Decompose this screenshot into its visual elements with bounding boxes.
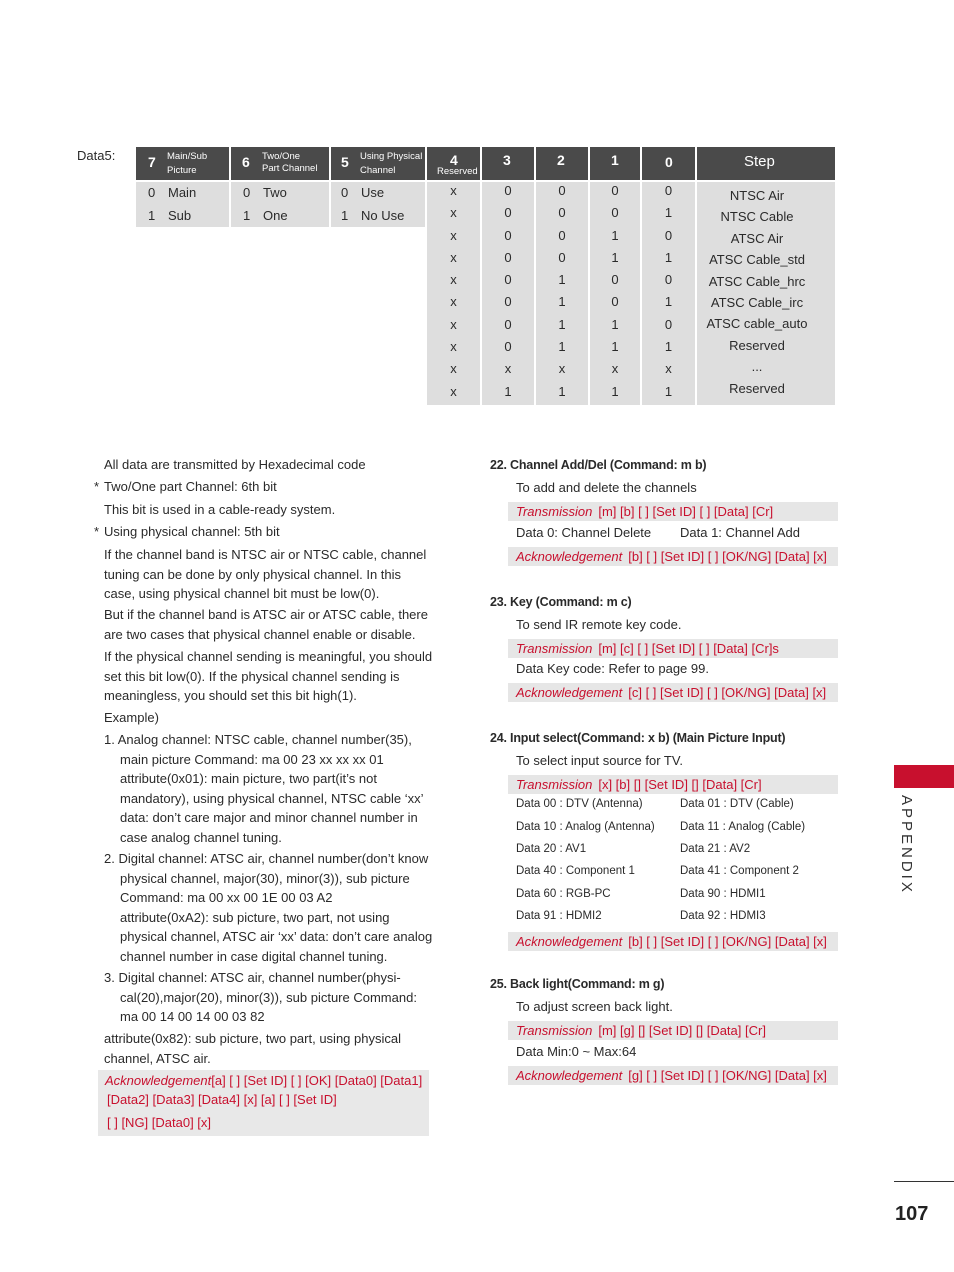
bit1-cell: 0 <box>611 183 619 198</box>
bit2-cell: 1 <box>558 272 566 288</box>
atsc-paragraph <box>104 605 428 644</box>
bit3-cell: x <box>504 361 512 377</box>
text-line: 1. Analog channel: NTSC cable, channel number(35), <box>104 732 412 747</box>
bit1-cell: 0 <box>611 205 619 221</box>
step-cell: ... <box>751 359 763 375</box>
step-cell: ATSC Cable_irc <box>710 294 804 310</box>
ack-keyword: Acknowledgement <box>105 1073 212 1088</box>
bit4-cell: x <box>450 227 457 243</box>
bit5-txt-1: No Use <box>361 208 405 223</box>
header-bit2-num: 2 <box>557 152 565 168</box>
bit4-cell: x <box>450 294 457 310</box>
bit5-val-0: 0 <box>341 185 349 200</box>
ack-keyword: Acknowledgement <box>516 1068 623 1083</box>
text-line: If the channel band is NTSC air or NTSC cable, channel <box>104 547 427 562</box>
bit4-cell: x <box>450 339 457 355</box>
header-bit4-num: 4 <box>450 152 458 168</box>
appendix-label-text: APPENDIX <box>898 795 915 895</box>
cable-ready-note: This bit is used in a cable-ready system. <box>104 502 336 517</box>
bit1-cell: 0 <box>611 294 619 310</box>
bit0-cell: 1 <box>664 383 673 399</box>
bit6-val-1: 1 <box>243 208 251 223</box>
header-bit5-sub1: Using Physical <box>360 151 423 162</box>
header-bit7-sub2: Picture <box>167 165 197 176</box>
text-line: 3. Digital channel: ATSC air, channel number(physi- <box>104 970 401 985</box>
bit1-cell: 1 <box>611 316 619 332</box>
text-line: physical channel, major(30), minor(3)), sub picture <box>120 870 410 886</box>
text-line: tuning can be done by only physical channel. In this <box>104 566 402 582</box>
input-data-60: Data 60 : RGB-PC <box>516 888 611 900</box>
bit0-cell: 1 <box>664 339 673 355</box>
header-bit4 <box>427 147 480 180</box>
transmission-fields: [x] [b] [] [Set ID] [] [Data] [Cr] <box>598 777 762 792</box>
text-line: channel number in case digital channel tuning. <box>120 948 388 964</box>
bit0-cell: 0 <box>664 183 673 198</box>
bit3-cell: 0 <box>504 183 512 198</box>
text-line: meaningless, you should set this bit high(1). <box>104 688 357 703</box>
text-line: are two cases that physical channel enable or disable. <box>104 626 416 642</box>
section-24-desc: To select input source for TV. <box>516 753 683 768</box>
bit2-cell: x <box>558 361 566 377</box>
header-bit3 <box>482 147 534 180</box>
header-bit7-num: 7 <box>148 154 156 170</box>
bit2-cell: 0 <box>558 205 566 221</box>
bit0-cell: x <box>665 361 672 377</box>
header-bit6-sub2: Part Channel <box>262 163 318 174</box>
input-data-41: Data 41 : Component 2 <box>680 865 799 877</box>
header-bit4-sub1: Reserved <box>437 166 478 177</box>
text-line: cal(20),major(20), minor(3)), sub picture Command: <box>120 989 417 1005</box>
input-data-01: Data 01 : DTV (Cable) <box>680 798 794 810</box>
text-line: If the physical channel sending is meaningful, you should <box>104 649 433 664</box>
text-line: attribute(0x82): sub picture, two part, using physical <box>104 1031 401 1046</box>
attribute-0x82 <box>104 1029 401 1068</box>
bit3-cell: 0 <box>504 339 512 355</box>
transmission-keyword: Transmission <box>516 504 593 519</box>
bit4-cell: x <box>450 249 457 265</box>
bit6-txt-1: One <box>263 208 288 223</box>
example-1 <box>104 730 423 848</box>
hex-note: All data are transmitted by Hexadecimal code <box>104 457 366 472</box>
text-line: set this bit low(0). If the physical channel sending is <box>104 668 400 684</box>
bit4-cell: x <box>450 383 457 399</box>
ack-keyword: Acknowledgement <box>516 934 623 949</box>
transmission-keyword: Transmission <box>516 1023 593 1038</box>
ack-line-3: [ ] [NG] [Data0] [x] <box>107 1115 212 1130</box>
bit3-cell: 1 <box>504 383 512 399</box>
step-cell: ATSC cable_auto <box>706 316 808 332</box>
section-23-ack <box>508 683 838 702</box>
page-number-rule <box>894 1181 954 1182</box>
section-24-heading: 24. Input select(Command: x b) (Main Picture Input) <box>490 731 786 745</box>
bit1-cell: 1 <box>611 249 619 265</box>
ack-fields: [c] [ ] [Set ID] [ ] [OK/NG] [Data] [x] <box>628 685 827 700</box>
input-data-90: Data 90 : HDMI1 <box>680 888 766 900</box>
bit5-txt-0: Use <box>361 185 385 200</box>
text-line: physical channel, ATSC air ‘xx’ data: don’t care analog <box>120 929 433 945</box>
input-data-92: Data 92 : HDMI3 <box>680 910 766 922</box>
transmission-fields: [m] [g] [] [Set ID] [] [Data] [Cr] <box>598 1023 766 1038</box>
section-24-ack <box>508 932 838 951</box>
section-23-heading: 23. Key (Command: m c) <box>490 595 632 609</box>
section-23-desc: To send IR remote key code. <box>516 617 682 632</box>
bit0-cell: 0 <box>664 316 673 332</box>
header-bit5-sub2: Channel <box>360 165 396 176</box>
bit4-column <box>427 180 480 403</box>
bit6-txt-0: Two <box>263 185 287 200</box>
input-data-00: Data 00 : DTV (Antenna) <box>516 798 643 810</box>
section-23-data: Data Key code: Refer to page 99. <box>516 661 709 676</box>
text-line: attribute(0xA2): sub picture, two part, not using <box>120 909 390 925</box>
header-step-label: Step <box>744 153 775 170</box>
text-line: data: don’t care major and minor channel number in <box>120 810 418 826</box>
data5-label: Data5: <box>77 148 116 163</box>
header-bit6-sub1: Two/One <box>262 151 301 162</box>
bit2-cell: 1 <box>558 339 566 355</box>
bullet-star: * <box>94 524 100 539</box>
header-bit0 <box>642 147 695 180</box>
text-line: mandatory), using physical channel, NTSC cable ‘xx’ <box>120 790 424 806</box>
ack-fields: [a] [ ] [Set ID] [ ] [OK] [Data0] [Data1] <box>211 1073 423 1088</box>
bit0-cell: 0 <box>664 227 673 243</box>
bullet-star: * <box>94 479 100 494</box>
bullet-physical: Using physical channel: 5th bit <box>104 524 280 539</box>
bit2-column <box>536 180 588 403</box>
header-bit3-num: 3 <box>503 152 511 168</box>
bit0-column <box>642 180 695 403</box>
bit3-cell: 0 <box>504 272 512 288</box>
bit0-cell: 1 <box>664 249 673 265</box>
input-data-11: Data 11 : Analog (Cable) <box>680 821 806 833</box>
ack-fields: [g] [ ] [Set ID] [ ] [OK/NG] [Data] [x] <box>628 1068 827 1083</box>
input-data-40: Data 40 : Component 1 <box>516 865 635 877</box>
meaningful-paragraph <box>104 647 432 706</box>
transmission-keyword: Transmission <box>516 777 593 792</box>
section-25-transmission <box>508 1021 838 1040</box>
section-25-data: Data Min:0 ~ Max:64 <box>516 1044 637 1059</box>
bit5-val-1: 1 <box>341 208 349 223</box>
bit1-cell: x <box>611 361 619 377</box>
bit2-cell: 0 <box>558 227 566 243</box>
header-bit7-sub1: Main/Sub <box>167 151 208 162</box>
step-cell: ATSC Air <box>730 230 784 246</box>
ack-line-1 <box>105 1070 422 1091</box>
bit4-cell: x <box>450 316 457 332</box>
header-bit2 <box>536 147 588 180</box>
text-line: ma 00 14 00 14 00 03 82 <box>120 1009 265 1025</box>
bit3-cell: 0 <box>504 316 512 332</box>
section-25-ack <box>508 1066 838 1085</box>
step-cell: Reserved <box>729 380 785 396</box>
bit1-cell: 1 <box>611 383 619 399</box>
header-step <box>697 147 835 180</box>
ack-fields: [b] [ ] [Set ID] [ ] [OK/NG] [Data] [x] <box>628 549 827 564</box>
text-line: main picture Command: ma 00 23 xx xx xx 01 <box>120 751 384 767</box>
text-line: 2. Digital channel: ATSC air, channel number(don’t know <box>104 851 429 866</box>
transmission-fields: [m] [c] [ ] [Set ID] [ ] [Data] [Cr]s <box>598 641 779 656</box>
bit7-txt-1: Sub <box>168 208 192 223</box>
ntsc-paragraph <box>104 545 426 604</box>
input-data-21: Data 21 : AV2 <box>680 843 751 855</box>
header-bit1 <box>590 147 640 180</box>
example-2 <box>104 849 432 967</box>
bit2-cell: 1 <box>558 383 566 399</box>
header-bit5 <box>331 147 425 180</box>
text-line: case, using physical channel bit must be low(0). <box>104 586 380 601</box>
bit4-cell: x <box>450 272 457 288</box>
transmission-keyword: Transmission <box>516 641 593 656</box>
input-data-91: Data 91 : HDMI2 <box>516 910 602 922</box>
section-25-heading: 25. Back light(Command: m g) <box>490 977 665 991</box>
section-22-transmission <box>508 502 838 521</box>
section-22-data0: Data 0: Channel Delete <box>516 525 652 540</box>
appendix-label <box>893 795 917 905</box>
bit3-cell: 0 <box>504 205 512 221</box>
section-22-data1: Data 1: Channel Add <box>680 525 800 540</box>
bit7-val-1: 1 <box>148 208 156 223</box>
section-23-transmission <box>508 639 838 658</box>
acknowledgement-box <box>98 1070 429 1136</box>
step-cell: NTSC Air <box>729 188 785 203</box>
bit3-cell: 0 <box>504 294 512 310</box>
ack-keyword: Acknowledgement <box>516 685 623 700</box>
bit1-cell: 0 <box>611 272 619 288</box>
bit3-cell: 0 <box>504 227 512 243</box>
step-cell: ATSC Cable_hrc <box>708 273 806 289</box>
text-line: channel, ATSC air. <box>104 1050 211 1066</box>
text-line: Command: ma 00 xx 00 1E 00 03 A2 <box>120 890 333 906</box>
bit6-val-0: 0 <box>243 185 251 200</box>
bit2-cell: 1 <box>558 316 566 332</box>
example-heading: Example) <box>104 710 159 725</box>
bit4-cell: x <box>450 205 457 221</box>
header-bit5-num: 5 <box>341 154 349 170</box>
ack-keyword: Acknowledgement <box>516 549 623 564</box>
bullet-two-one: Two/One part Channel: 6th bit <box>104 479 277 494</box>
transmission-fields: [m] [b] [ ] [Set ID] [ ] [Data] [Cr] <box>598 504 774 519</box>
bit2-cell: 1 <box>558 294 566 310</box>
bit7-val-0: 0 <box>148 185 156 200</box>
step-column <box>697 185 817 399</box>
page-number: 107 <box>895 1203 929 1225</box>
header-bit6-num: 6 <box>242 154 250 170</box>
appendix-tab-marker <box>894 765 954 788</box>
section-22-heading: 22. Channel Add/Del (Command: m b) <box>490 458 707 472</box>
header-bit7 <box>136 147 229 180</box>
bit0-cell: 0 <box>664 272 673 288</box>
bit7-txt-0: Main <box>168 185 197 200</box>
bit2-cell: 0 <box>558 183 566 198</box>
bit3-cell: 0 <box>504 249 512 265</box>
text-line: But if the channel band is ATSC air or ATSC cable, there <box>104 607 428 622</box>
input-data-10: Data 10 : Analog (Antenna) <box>516 821 655 833</box>
bit1-cell: 1 <box>611 339 619 355</box>
header-bit6 <box>231 147 329 180</box>
bit2-cell: 0 <box>558 249 566 265</box>
bit0-cell: 1 <box>664 205 673 221</box>
example-3 <box>104 968 417 1027</box>
text-line: case analog channel tuning. <box>120 829 282 845</box>
section-24-transmission <box>508 775 838 794</box>
section-25-desc: To adjust screen back light. <box>516 999 673 1014</box>
step-cell: Reserved <box>729 337 785 353</box>
section-22-desc: To add and delete the channels <box>516 480 697 495</box>
step-cell: NTSC Cable <box>720 209 794 225</box>
step-cell: ATSC Cable_std <box>709 252 805 268</box>
bit4-cell: x <box>450 183 457 198</box>
input-data-20: Data 20 : AV1 <box>516 843 587 855</box>
header-bit0-num: 0 <box>665 154 673 170</box>
ack-fields: [b] [ ] [Set ID] [ ] [OK/NG] [Data] [x] <box>628 934 827 949</box>
section-22-ack <box>508 547 838 566</box>
text-line: attribute(0x01): main picture, two part(it’s not <box>120 771 377 787</box>
header-bit1-num: 1 <box>611 152 619 168</box>
ack-line-2: [Data2] [Data3] [Data4] [x] [a] [ ] [Set ID] <box>107 1092 337 1107</box>
bit4-cell: x <box>450 361 457 377</box>
bit0-cell: 1 <box>664 294 673 310</box>
bit1-column <box>590 180 640 403</box>
bit3-column <box>482 180 534 403</box>
bit1-cell: 1 <box>611 227 619 243</box>
